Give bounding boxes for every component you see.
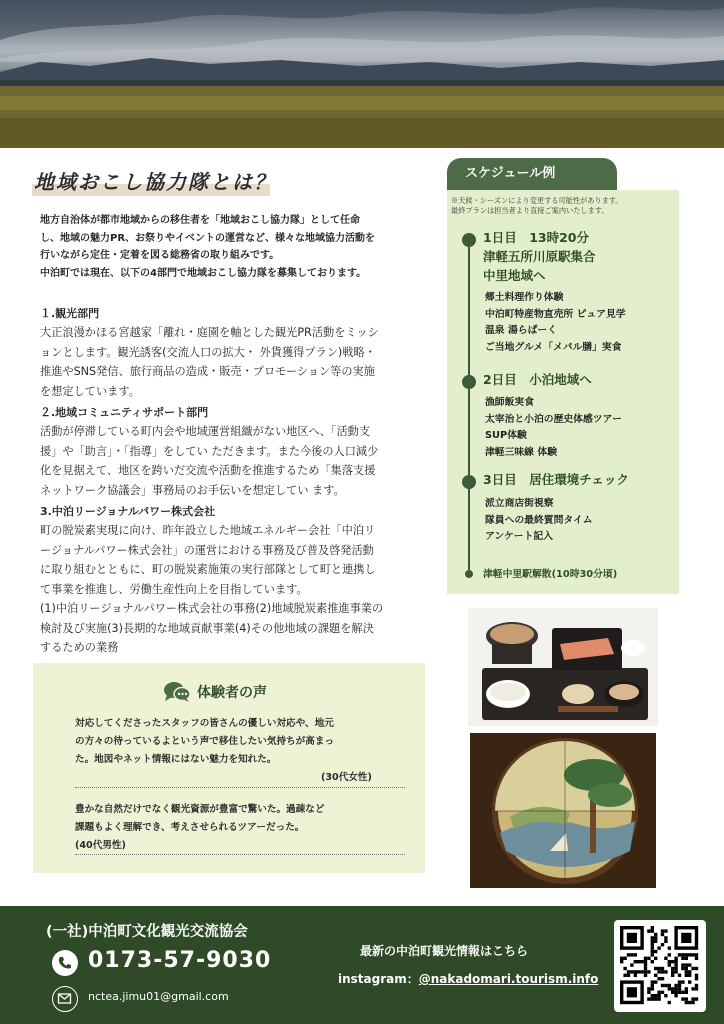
department-line: 検討及び実施(3)長期的な地域貢献事業(4)その他地域の課題を解決 (40, 621, 374, 635)
envelope-glyph (53, 987, 76, 1010)
stained-glass-photo (470, 733, 656, 888)
department-line: 援」や「助言」・「指導」をしてい ただきます。また今後の人口減少 (40, 444, 379, 458)
day-heading (483, 370, 592, 389)
department-line: て事業を推進し、労働生産性向上を目指しています。 (40, 582, 308, 596)
latest-info-label: 最新の中泊町観光情報はこちら (360, 944, 529, 958)
department-line: 推進やSNS発信、旅行商品の造成・販売・プロモーション等の実施 (40, 365, 375, 378)
day-item: ご当地グルメ「メバル膳」実食 (485, 341, 622, 353)
department-line: 活動が停滞している町内会や地域運営組織がない地区へ、「活動支 (40, 425, 371, 438)
food-photo (468, 608, 658, 726)
department-line: を想定しています。 (40, 384, 140, 398)
voices-heading-label: 体験者の声 (197, 685, 267, 701)
landscape-illustration (0, 0, 724, 148)
section-title (32, 166, 392, 200)
day-heading-line: 津軽五所川原駅集合 (483, 249, 596, 264)
voice-line: 課題もよく理解でき、考えさせられるツアーだった。 (75, 822, 305, 833)
day-items (485, 496, 593, 546)
timeline-dot (462, 475, 476, 489)
department-line: ョンとします。観光誘客(交流人口の拡大・ 外貨獲得プラン)戦略・ (40, 345, 376, 359)
voice-line: 対応してくださったスタッフの皆さんの優しい対応や、地元 (75, 718, 334, 729)
department-line: するための業務 (40, 641, 119, 654)
intro-line: 中泊町では現在、以下の4部門で地域おこし協力隊を募集しております。 (40, 267, 367, 279)
stained-glass-illustration (470, 733, 656, 888)
voice-item (75, 715, 387, 769)
timeline-line (468, 240, 470, 570)
department-line: 化を見据えて、地区を跨いだ交流や活動を推進するため「集落支援 (40, 464, 376, 477)
department-line: ージョナルパワー株式会社」の運営における事務及び普及啓発活動 (40, 543, 374, 557)
department-community (40, 404, 430, 500)
voice-line: の方々の待っているよという声で移住したい気持ちが高まっ (75, 736, 335, 747)
day-heading-line: 3日目 居住環境チェック (483, 472, 629, 487)
mail-icon (52, 986, 78, 1012)
phone-number[interactable]: 0173-57-9030 (88, 948, 272, 973)
intro-line: 行いながら定住・定着を図る総務省の取り組みです。 (40, 250, 280, 261)
day-item: 派立商店街視察 (485, 498, 554, 509)
day-item: 漁師飯実食 (485, 397, 534, 408)
voice-item (75, 801, 387, 837)
instagram-info (338, 970, 598, 987)
voices-heading (163, 681, 267, 703)
dotted-divider (75, 787, 405, 788)
meal-set-illustration (468, 608, 658, 726)
day-heading-line: 2日目 小泊地域へ (483, 372, 592, 387)
voice-signature: (30代女性) (321, 772, 372, 783)
footer (0, 906, 724, 1024)
timeline-dot (462, 375, 476, 389)
department-line: 大正浪漫かほる宮越家「離れ・庭園を軸とした観光PR活動をミッシ (40, 326, 379, 339)
department-line: 町の脱炭素実現に向け、昨年設立した地域エネルギー会社「中泊リ (40, 524, 376, 537)
schedule-note (451, 196, 679, 216)
voice-signature: (40代男性) (75, 840, 126, 851)
dotted-divider (75, 854, 405, 855)
voices-panel (33, 663, 425, 873)
day-heading (483, 470, 629, 489)
qr-code[interactable] (614, 920, 706, 1012)
phone-glyph (52, 950, 78, 976)
day-heading-line: 1日目 13時20分 (483, 230, 589, 245)
department-line: ネットワーク協議会」事務局のお手伝いを想定してい ます。 (40, 483, 345, 497)
schedule-end: 津軽中里駅解散(10時30分頃) (483, 569, 618, 580)
voice-line: た。地図やネット情報にはない魅力を知れた。 (75, 754, 277, 765)
intro-line: し、地域の魅力PR、お祭りやイベントの運営など、様々な地域協力活動を (40, 232, 376, 244)
chat-bubbles-icon (163, 681, 191, 703)
intro-text (40, 212, 425, 282)
phone-icon (52, 950, 78, 976)
day-heading-line: 中里地域へ (483, 268, 546, 283)
day-items (485, 395, 622, 461)
department-heading: １.観光部門 (40, 307, 100, 320)
timeline-dot (465, 570, 473, 578)
department-line: に取り組むとともに、町の脱炭素施策の実行部隊として町と連携し (40, 563, 376, 576)
day-item: 郷土料理作り体験 (485, 292, 564, 303)
email-address[interactable]: ncteа.jimu01@gmail.com (88, 990, 229, 1003)
timeline-dot (462, 233, 476, 247)
schedule-note-line: ※天候・シーズンにより変更する可能性があります。 (451, 196, 623, 205)
day-item: 太宰治と小泊の歴史体感ツアー (485, 413, 622, 425)
day-item: 温泉 湯らぱーく (485, 325, 557, 336)
department-heading: ２.地域コミュニティサポート部門 (40, 406, 209, 419)
organization-name: (一社)中泊町文化観光交流協会 (46, 924, 248, 940)
voice-line: 豊かな自然だけでなく観光資源が豊富で驚いた。過疎など (75, 804, 325, 815)
day-item: 隊員への最終質問タイム (485, 514, 593, 526)
instagram-label: instagram： (338, 972, 419, 986)
intro-line: 地方自治体が都市地域からの移住者を「地域おこし協力隊」として任命 (40, 215, 360, 226)
department-tourism (40, 305, 430, 401)
department-regional-power (40, 503, 430, 658)
day-item: 津軽三味線 体験 (485, 446, 557, 458)
instagram-link[interactable]: @nakadomari.tourism.info (418, 972, 599, 986)
page-title: 地域おこし協力隊とは？ (34, 170, 276, 194)
schedule-panel (447, 190, 679, 594)
day-item: アンケート記入 (485, 531, 553, 542)
day-heading (483, 228, 596, 285)
department-line: (1)中泊リージョナルパワー株式会社の事務(2)地域脱炭素推進事業の (40, 602, 384, 615)
day-item: SUP体験 (485, 430, 527, 441)
hero-landscape-photo (0, 0, 724, 148)
qr-code-pattern (614, 920, 706, 1012)
department-heading: 3.中泊リージョナルパワー株式会社 (40, 505, 216, 518)
day-items (485, 290, 626, 356)
schedule-note-line: 最終プランは担当者より直接ご案内いたします。 (451, 206, 609, 215)
schedule-tab: スケジュール例 (447, 158, 617, 190)
day-item: 中泊町特産物直売所 ピュア見学 (485, 308, 626, 320)
